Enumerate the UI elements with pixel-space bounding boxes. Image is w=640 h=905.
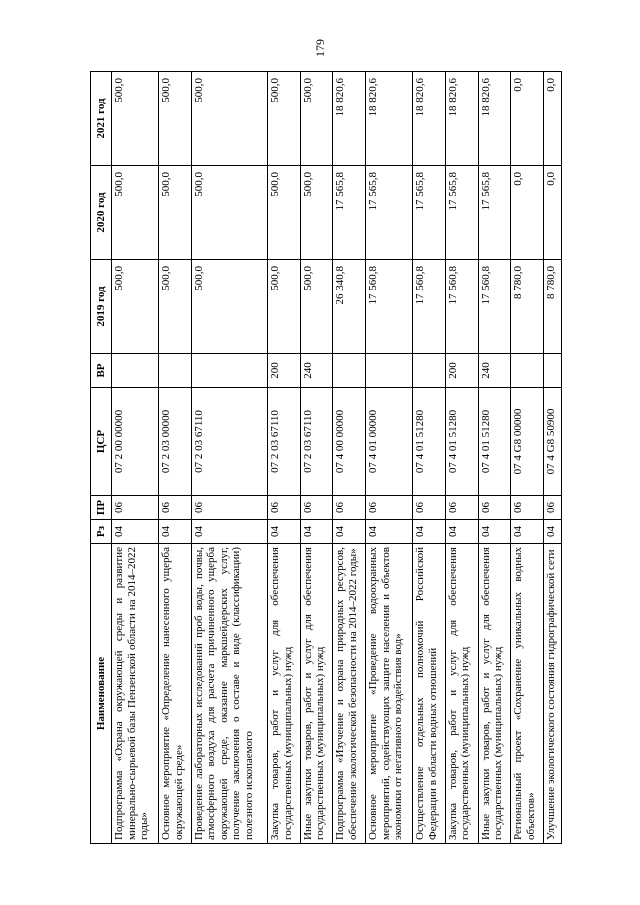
column-header-2020: 2020 год (91, 166, 112, 260)
table-row (333, 72, 366, 844)
cell-2019: 500,0 (268, 260, 301, 354)
cell-name: Проведение лабораторных исследований проб воды, почвы, атмосферного воздуха для расчета причиненного ущерба окружающей среде, оказание маркшейдерских услуг, получение заключения о составе и виде (классификации) полезного ископаемого (191, 544, 267, 844)
cell-2020: 500,0 (268, 166, 301, 260)
cell-csr: 07 4 G8 50900 (543, 388, 561, 496)
cell-csr: 07 4 00 00000 (333, 388, 366, 496)
page-number: 179 (313, 39, 327, 57)
table-row (543, 72, 561, 844)
cell-pr: 06 (543, 496, 561, 520)
cell-csr: 07 2 03 67110 (300, 388, 333, 496)
cell-2021: 0,0 (543, 72, 561, 166)
table-row (445, 72, 478, 844)
cell-2020: 17 565,8 (478, 166, 511, 260)
cell-vr (511, 354, 544, 388)
cell-vr: 240 (300, 354, 333, 388)
cell-2021: 18 820,6 (333, 72, 366, 166)
cell-rz: 04 (478, 520, 511, 544)
table-row (511, 72, 544, 844)
cell-2020: 500,0 (191, 166, 267, 260)
budget-table-sheet (90, 72, 562, 844)
budget-table (90, 71, 562, 844)
cell-csr: 07 4 01 51280 (478, 388, 511, 496)
table-row (268, 72, 301, 844)
cell-csr: 07 4 01 51280 (413, 388, 446, 496)
cell-2020: 500,0 (300, 166, 333, 260)
cell-csr: 07 4 01 51280 (445, 388, 478, 496)
cell-2020: 17 565,8 (445, 166, 478, 260)
cell-pr: 06 (159, 496, 192, 520)
cell-2020: 17 565,8 (413, 166, 446, 260)
cell-rz: 04 (543, 520, 561, 544)
cell-pr: 06 (112, 496, 159, 520)
cell-vr (191, 354, 267, 388)
cell-vr: 200 (445, 354, 478, 388)
cell-2019: 500,0 (191, 260, 267, 354)
cell-2020: 500,0 (112, 166, 159, 260)
table-row (112, 72, 159, 844)
cell-rz: 04 (112, 520, 159, 544)
cell-2019: 17 560,8 (445, 260, 478, 354)
cell-pr: 06 (478, 496, 511, 520)
cell-rz: 04 (268, 520, 301, 544)
cell-2021: 18 820,6 (366, 72, 413, 166)
cell-name: Осуществление отдельных полномочий Российской Федерации в области водных отношений (413, 544, 446, 844)
cell-pr: 06 (300, 496, 333, 520)
cell-name: Иные закупки товаров, работ и услуг для обеспечения государственных (муниципальных) нужд (478, 544, 511, 844)
cell-pr: 06 (268, 496, 301, 520)
cell-pr: 06 (191, 496, 267, 520)
cell-rz: 04 (191, 520, 267, 544)
cell-2019: 8 780,0 (543, 260, 561, 354)
cell-csr: 07 4 G8 00000 (511, 388, 544, 496)
cell-2021: 500,0 (191, 72, 267, 166)
column-header-csr: ЦСР (91, 388, 112, 496)
table-row (191, 72, 267, 844)
cell-pr: 06 (511, 496, 544, 520)
cell-name: Закупка товаров, работ и услуг для обеспечения государственных (муниципальных) нужд (445, 544, 478, 844)
cell-vr (333, 354, 366, 388)
cell-vr: 240 (478, 354, 511, 388)
cell-2019: 500,0 (112, 260, 159, 354)
cell-2021: 18 820,6 (445, 72, 478, 166)
cell-2021: 0,0 (511, 72, 544, 166)
table-row (478, 72, 511, 844)
cell-2021: 500,0 (268, 72, 301, 166)
cell-name: Улучшение экологического состояния гидрографической сети (543, 544, 561, 844)
cell-name: Основное мероприятие «Определение нанесенного ущерба окружающей среде» (159, 544, 192, 844)
column-header-vr: ВР (91, 354, 112, 388)
cell-rz: 04 (511, 520, 544, 544)
cell-2020: 0,0 (511, 166, 544, 260)
column-header-2021: 2021 год (91, 72, 112, 166)
cell-2019: 500,0 (300, 260, 333, 354)
cell-2020: 17 565,8 (366, 166, 413, 260)
cell-vr: 200 (268, 354, 301, 388)
cell-rz: 04 (333, 520, 366, 544)
cell-2021: 18 820,6 (413, 72, 446, 166)
cell-pr: 06 (333, 496, 366, 520)
cell-2021: 500,0 (300, 72, 333, 166)
cell-rz: 04 (445, 520, 478, 544)
column-header-name: Наименование (91, 544, 112, 844)
cell-2021: 500,0 (112, 72, 159, 166)
cell-rz: 04 (413, 520, 446, 544)
cell-2019: 17 560,8 (366, 260, 413, 354)
cell-rz: 04 (366, 520, 413, 544)
cell-2019: 500,0 (159, 260, 192, 354)
table-row (413, 72, 446, 844)
cell-name: Основное мероприятие «Проведение водоохранных мероприятий, содействующих защите населения и объектов экономики от негативного воздействия вод» (366, 544, 413, 844)
cell-csr: 07 2 03 00000 (159, 388, 192, 496)
cell-csr: 07 4 01 00000 (366, 388, 413, 496)
cell-2021: 500,0 (159, 72, 192, 166)
cell-name: Закупка товаров, работ и услуг для обеспечения государственных (муниципальных) нужд (268, 544, 301, 844)
cell-pr: 06 (413, 496, 446, 520)
table-row (159, 72, 192, 844)
table-row (300, 72, 333, 844)
column-header-rz: Рз (91, 520, 112, 544)
column-header-2019: 2019 год (91, 260, 112, 354)
cell-2020: 17 565,8 (333, 166, 366, 260)
cell-name: Подпрограмма «Изучение и охрана природных ресурсов, обеспечение экологической безопасности на 2014–2022 годы» (333, 544, 366, 844)
cell-vr (159, 354, 192, 388)
cell-2019: 8 780,0 (511, 260, 544, 354)
cell-pr: 06 (445, 496, 478, 520)
cell-name: Подпрограмма «Охрана окружающей среды и развитие минерально-сырьевой базы Пензенской области на 2014–2022 годы» (112, 544, 159, 844)
table-row (366, 72, 413, 844)
cell-vr (366, 354, 413, 388)
cell-2019: 17 560,8 (478, 260, 511, 354)
cell-2021: 18 820,6 (478, 72, 511, 166)
cell-2019: 26 340,8 (333, 260, 366, 354)
cell-2020: 0,0 (543, 166, 561, 260)
cell-csr: 07 2 00 00000 (112, 388, 159, 496)
cell-csr: 07 2 03 67110 (268, 388, 301, 496)
cell-csr: 07 2 03 67110 (191, 388, 267, 496)
table-header-row (91, 72, 112, 844)
rotated-table-wrapper (90, 72, 562, 844)
cell-2020: 500,0 (159, 166, 192, 260)
cell-rz: 04 (300, 520, 333, 544)
cell-name: Региональный проект «Сохранение уникальных водных объектов» (511, 544, 544, 844)
column-header-pr: ПР (91, 496, 112, 520)
cell-pr: 06 (366, 496, 413, 520)
cell-2019: 17 560,8 (413, 260, 446, 354)
cell-vr (112, 354, 159, 388)
cell-name: Иные закупки товаров, работ и услуг для обеспечения государственных (муниципальных) нужд (300, 544, 333, 844)
cell-vr (413, 354, 446, 388)
cell-vr (543, 354, 561, 388)
cell-rz: 04 (159, 520, 192, 544)
